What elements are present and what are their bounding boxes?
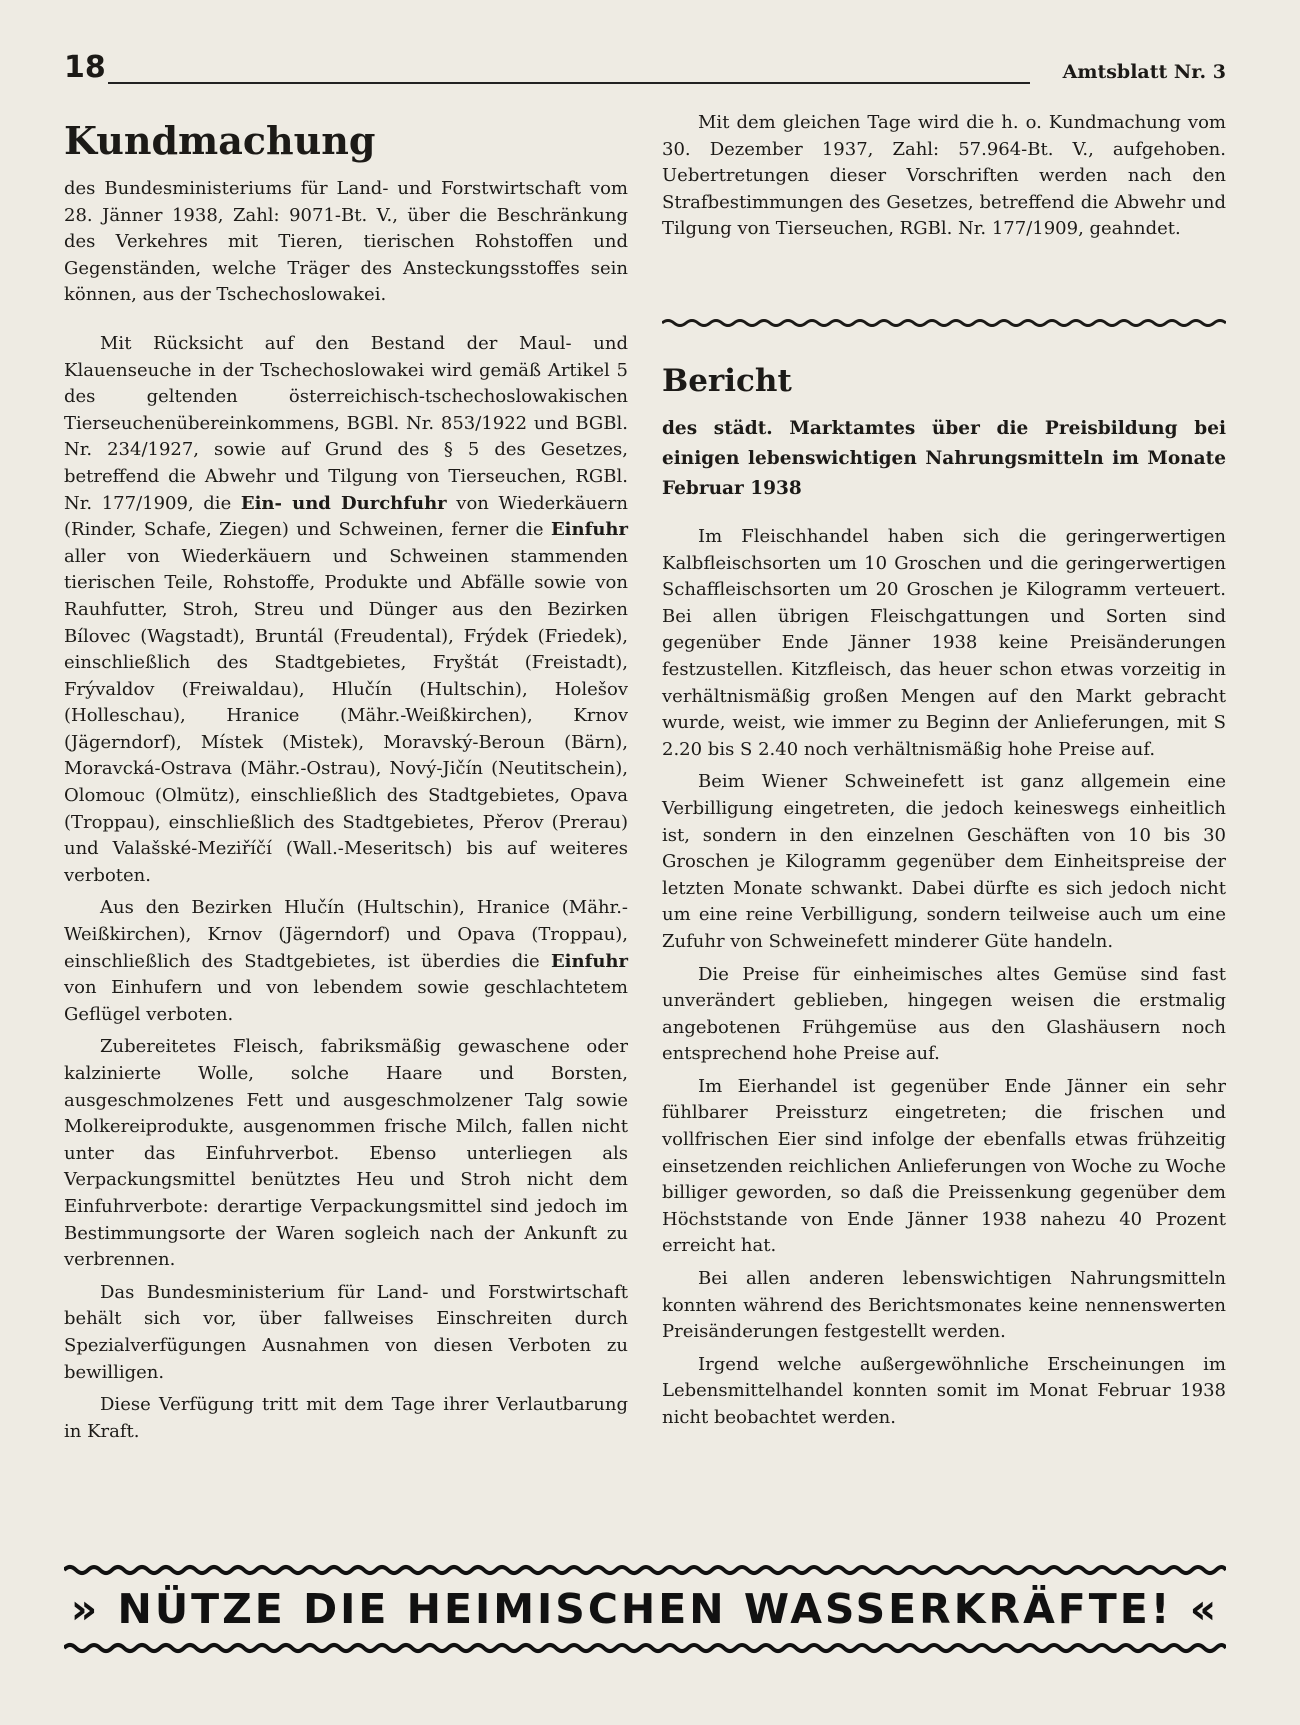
bericht-title: Bericht <box>662 363 792 399</box>
kundmachung-paragraph-3: Zubereitetes Fleisch, fabriksmäßig gewaschene oder kalzinierte Wolle, solche Haare und Borsten, ausgeschmolzenes Fett und ausgeschmolzener Talg sowie Molkereiprodukte, ausgenommen frische Milch, fallen nicht unter das Einfuhrverbot. Ebenso unterliegen als Verpackungsmittel benütztes Heu und Stroh nicht dem Einfuhrverbote: derartige Verpackungsmittel sind jedoch im Bestimmungsorte der Waren sogleich nach der Ankunft zu verbrennen. <box>64 1036 628 1271</box>
emphasis-einfuhr-2: Einfuhr <box>550 950 628 972</box>
page-header <box>64 50 1226 90</box>
emphasis-ein-durchfuhr: Ein- und Durchfuhr <box>240 492 447 514</box>
bericht-paragraph-2: Beim Wiener Schweinefett ist ganz allgemein eine Verbilligung eingetreten, die jedoch keineswegs einheitlich ist, sondern in den einzelnen Geschäften von 10 bis 30 Groschen je Kilogramm gegenüber dem Einheitspreise der letzten Monate schwankt. Dabei dürfte es sich jedoch nicht um eine reine Verbilligung, sondern teilweise auch um eine Zufuhr von Schweinefett minderer Güte handeln. <box>662 771 1226 952</box>
kundmachung-intro: des Bundesministeriums für Land- und Forstwirtschaft vom 28. Jänner 1938, Zahl: 9071-Bt. V., über die Beschränkung des Verkehres mit Tieren, tierischen Rohstoffen und Gegenständen, welche Träger des Ansteckungsstoffes sein können, aus der Tschechoslowakei. <box>64 178 628 306</box>
kundmachung-paragraph-2: Aus den Bezirken Hlučín (Hultschin), Hranice (Mähr.-Weißkirchen), Krnov (Jägerndorf) und Opava (Troppau), einschließlich des Stadtgebietes, ist überdies die Einfuhr von Einhufern und von lebendem sowie geschlachtetem Geflügel verboten. <box>64 897 628 1025</box>
page-number: 18 <box>64 50 106 85</box>
bericht-paragraph-4: Im Eierhandel ist gegenüber Ende Jänner ein sehr fühlbarer Preissturz eingetreten; die frischen und vollfrischen Eier sind infolge der ebenfalls etwas frühzeitig einsetzenden reichlichen Anlieferungen von Woche zu Woche billiger geworden, so daß die Preissenkung gegenüber dem Höchststande von Ende Jänner 1938 nahezu 40 Prozent erreicht hat. <box>662 1075 1226 1257</box>
kundmachung-title: Kundmachung <box>64 118 376 163</box>
header-rule <box>108 82 1030 84</box>
bericht-paragraph-5: Bei allen anderen lebenswichtigen Nahrungsmitteln konnten während des Berichtsmonates keine nennenswerten Preisänderungen festgestellt werden. <box>662 1268 1226 1343</box>
kundmachung-paragraph-4: Das Bundesministerium für Land- und Forstwirtschaft behält sich vor, über fallweises Einschreiten durch Spezialverfügungen Ausnahmen von diesen Verboten zu bewilligen. <box>64 1281 628 1383</box>
bericht-subtitle: des städt. Marktamtes über die Preisbildung bei einigen lebenswichtigen Nahrungsmitteln im Monate Februar 1938 <box>662 418 1226 499</box>
footer-rule-top <box>64 1563 1226 1577</box>
footer-banner <box>64 1563 1226 1655</box>
right-column <box>662 110 1226 249</box>
kundmachung-paragraph-1: Mit Rücksicht auf den Bestand der Maul- und Klauenseuche in der Tschechoslowakei wird gemäß Artikel 5 des geltenden österreichisch-tschechoslowakischen Tierseuchenübereinkommens, BGBl. Nr. 853/1922 und BGBl. Nr. 234/1927, sowie auf Grund des § 5 des Gesetzes, betreffend die Abwehr und Tilgung von Tierseuchen, RGBl. Nr. 177/1909, die Ein- und Durchfuhr von Wiederkäuern (Rinder, Schafe, Ziegen) und Schweinen, ferner die Einfuhr aller von Wiederkäuern und Schweinen stammenden tierischen Teile, Rohstoffe, Produkte und Abfälle sowie von Rauhfutter, Stroh, Streu und Dünger aus den Bezirken Bílovec (Wagstadt), Bruntál (Freudental), Frýdek (Friedek), einschließlich des Stadtgebietes, Fryštát (Freistadt), Frývaldov (Freiwaldau), Hlučín (Hultschin), Holešov (Holleschau), Hranice (Mähr.-Weißkirchen), Krnov (Jägerndorf), Místek (Mistek), Moravský-Beroun (Bärn), Moravcká-Ostrava (Mähr.-Ostrau), Nový-Jičín (Neutitschein), Olomouc (Olmütz), einschließlich des Stadtgebietes, Opava (Troppau), einschließlich des Stadtgebietes, Přerov (Prerau) und Valašské-Meziříčí (Wall.-Meseritsch) bis auf weiteres verboten. <box>64 332 628 886</box>
footer-rule-bottom <box>64 1641 1226 1655</box>
bericht-paragraph-6: Irgend welche außergewöhnliche Erscheinungen im Lebensmittelhandel konnten somit im Monat Februar 1938 nicht beobachtet werden. <box>662 1353 1226 1428</box>
left-column <box>64 110 628 1451</box>
kundmachung-continuation: Mit dem gleichen Tage wird die h. o. Kundmachung vom 30. Dezember 1937, Zahl: 57.964-Bt. V., aufgehoben. Uebertretungen dieser Vorschriften werden nach den Strafbestimmungen des Gesetzes, betreffend die Abwehr und Tilgung von Tierseuchen, RGBl. Nr. 177/1909, geahndet. <box>662 112 1226 240</box>
publication-title: Amtsblatt Nr. 3 <box>1062 61 1226 83</box>
bericht-paragraph-1: Im Fleischhandel haben sich die geringerwertigen Kalbfleischsorten um 10 Groschen und die geringerwertigen Schaffleischsorten um 20 Groschen je Kilogramm verteuert. Bei allen übrigen Fleischgattungen und Sorten sind gegenüber Ende Jänner 1938 keine Preisänderungen festzustellen. Kitzfleisch, das heuer schon etwas vorzeitig in verhältnismäßig großen Mengen auf den Markt gebracht wurde, weist, wie immer zu Beginn der Anlieferungen, mit S 2.20 bis S 2.40 noch verhältnismäßig hohe Preise auf. <box>662 526 1226 760</box>
section-divider <box>662 314 1226 333</box>
footer-slogan: » NÜTZE DIE HEIMISCHEN WASSERKRÄFTE! « <box>70 1585 1220 1633</box>
emphasis-einfuhr: Einfuhr <box>550 519 628 541</box>
bericht-paragraph-3: Die Preise für einheimisches altes Gemüse sind fast unverändert geblieben, hingegen weisen die erstmalig angebotenen Frühgemüse aus den Glashäusern noch entsprechend hohe Preise auf. <box>662 963 1226 1065</box>
kundmachung-paragraph-5: Diese Verfügung tritt mit dem Tage ihrer Verlautbarung in Kraft. <box>64 1394 628 1442</box>
bericht-section <box>662 362 1226 1438</box>
